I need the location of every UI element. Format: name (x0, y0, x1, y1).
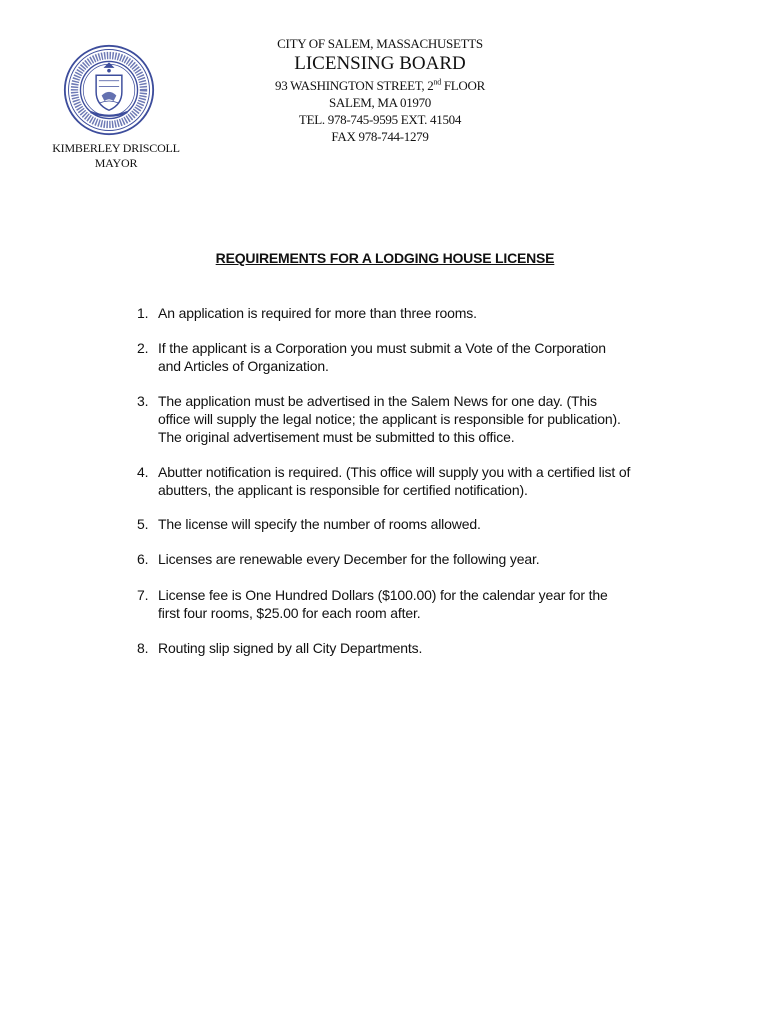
requirement-number: 5. (137, 516, 149, 532)
requirement-text-line: The original advertisement must be submitted to this office. (158, 429, 515, 445)
requirement-item (137, 463, 677, 499)
requirement-item (137, 550, 677, 568)
requirement-text-line: office will supply the legal notice; the applicant is responsible for publication). (158, 411, 621, 427)
requirement-text-line: Licenses are renewable every December for the following year. (158, 551, 540, 567)
letterhead-street (225, 77, 535, 94)
requirement-number: 6. (137, 551, 149, 567)
city-seal-icon (63, 44, 155, 136)
requirement-item (137, 392, 677, 446)
requirement-item (137, 515, 677, 533)
letterhead-fax: FAX 978-744-1279 (331, 129, 429, 144)
requirement-text-line: first four rooms, $25.00 for each room after. (158, 605, 421, 621)
letterhead-city: CITY OF SALEM, MASSACHUSETTS (277, 36, 483, 51)
street-main: 93 WASHINGTON STREET, 2 (275, 78, 434, 93)
street-floor: FLOOR (440, 78, 485, 93)
letterhead (225, 36, 535, 145)
document-title: REQUIREMENTS FOR A LODGING HOUSE LICENSE (215, 250, 555, 266)
requirement-number: 3. (137, 393, 149, 409)
requirement-item (137, 339, 677, 375)
requirement-text-line: Abutter notification is required. (This office will supply you with a certified list of (158, 464, 631, 480)
requirement-number: 7. (137, 587, 149, 603)
requirement-text-line: An application is required for more than three rooms. (158, 305, 477, 321)
mayor-title: MAYOR (94, 156, 138, 170)
requirement-item (137, 639, 677, 657)
letterhead-city-zip: SALEM, MA 01970 (328, 95, 432, 110)
requirement-text-line: If the applicant is a Corporation you must submit a Vote of the Corporation (158, 340, 606, 356)
requirement-item (137, 304, 677, 322)
street-ordinal-suffix: nd (433, 77, 441, 87)
requirement-item (137, 586, 677, 622)
mayor-block (40, 141, 192, 171)
requirement-number: 4. (137, 464, 149, 480)
requirement-text-line: The license will specify the number of rooms allowed. (158, 516, 481, 532)
mayor-name: KIMBERLEY DRISCOLL (52, 141, 180, 155)
requirement-number: 8. (137, 640, 149, 656)
requirement-text-line: License fee is One Hundred Dollars ($100.00) for the calendar year for the (158, 587, 608, 603)
requirement-number: 1. (137, 305, 149, 321)
requirement-text-line: The application must be advertised in the Salem News for one day. (This (158, 393, 597, 409)
requirements-list (137, 304, 677, 657)
letterhead-telephone: TEL. 978-745-9595 EXT. 41504 (298, 112, 462, 127)
requirement-text-line: Routing slip signed by all City Departments. (158, 640, 423, 656)
requirement-text-line: and Articles of Organization. (158, 358, 329, 374)
requirement-text-line: abutters, the applicant is responsible for certified notification). (158, 482, 528, 498)
letterhead-board: LICENSING BOARD (294, 53, 466, 74)
requirement-number: 2. (137, 340, 149, 356)
